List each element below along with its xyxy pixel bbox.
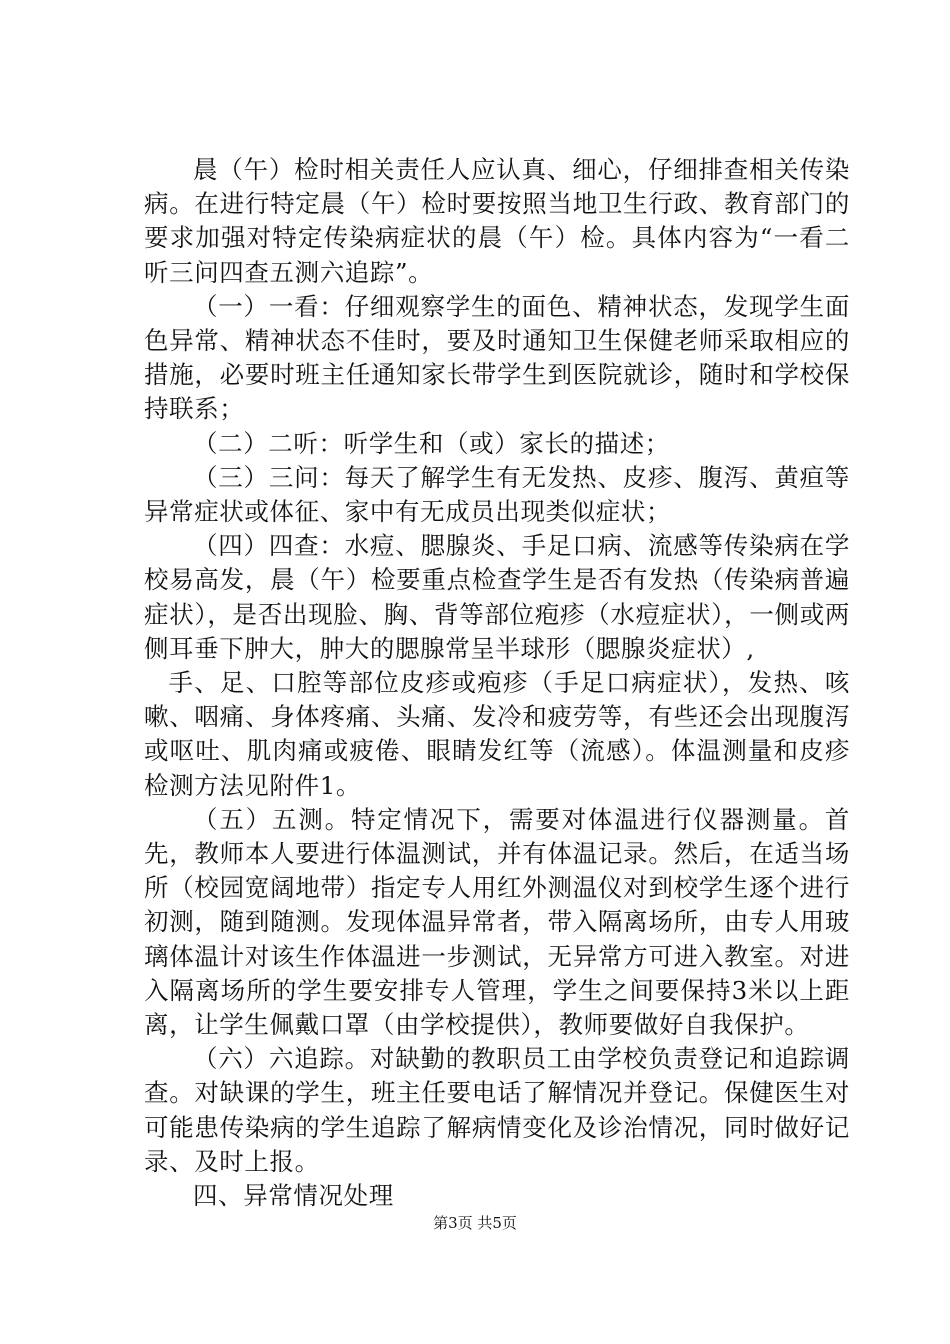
section-heading-abnormal-handling: 四、异常情况处理 [193,1181,394,1211]
paragraph-item-ask: （三）三问：每天了解学生有无发热、皮疹、腹泻、黄疸等异常症状或体征、家中有无成员出现类似症状； [144,462,850,527]
paragraph-item-look: （一）一看：仔细观察学生的面色、精神状态，发现学生面色异常、精神状态不佳时，要及时通知卫生保健老师采取相应的措施，必要时班主任通知家长带学生到医院就诊，随时和学校保持联系； [144,291,850,424]
document-body [144,153,850,1213]
paragraph-item-check: （四）四查：水痘、腮腺炎、手足口病、流感等传染病在学校易高发，晨（午）检要重点检查学生是否有发热（传染病普遍症状），是否出现脸、胸、背等部位疱疹（水痘症状），一侧或两侧耳垂下肿大，肿大的腮腺常呈半球形（腮腺炎症状）, [144,531,850,663]
paragraph-item-track: （六）六追踪。对缺勤的教职员工由学校负责登记和追踪调查。对缺课的学生，班主任要电话了解情况并登记。保健医生对可能患传染病的学生追踪了解病情变化及诊治情况，同时做好记录、及时上报。 [144,1044,850,1176]
paragraph-item-listen: （二）二听：听学生和（或）家长的描述； [193,428,670,458]
paragraph-item-check-continued: 手、足、口腔等部位皮疹或疱疹（手足口病症状），发热、咳嗽、咽痛、身体疼痛、头痛、发冷和疲劳等，有些还会出现腹泻或呕吐、肌肉痛或疲倦、眼睛发红等（流感）。体温测量和皮疹检测方法见附件1。 [144,668,850,800]
paragraph-item-measure: （五）五测。特定情况下，需要对体温进行仪器测量。首先，教师本人要进行体温测试，并有体温记录。然后，在适当场所（校园宽阔地带）指定专人用红外测温仪对到校学生逐个进行初测，随到随测。发现体温异常者，带入隔离场所，由专人用玻璃体温计对该生作体温进一步测试，无异常方可进入教室。对进入隔离场所的学生要安排专人管理，学生之间要保持3米以上距离，让学生佩戴口罩（由学校提供），教师要做好自我保护。 [144,804,850,1040]
paragraph-morning-check-intro: 晨（午）检时相关责任人应认真、细心，仔细排查相关传染病。在进行特定晨（午）检时要按照当地卫生行政、教育部门的要求加强对特定传染病症状的晨（午）检。具体内容为“一看二听三问四查五测六追踪”。 [144,155,850,287]
page-number-footer: 第3页 共5页 [433,1214,517,1232]
